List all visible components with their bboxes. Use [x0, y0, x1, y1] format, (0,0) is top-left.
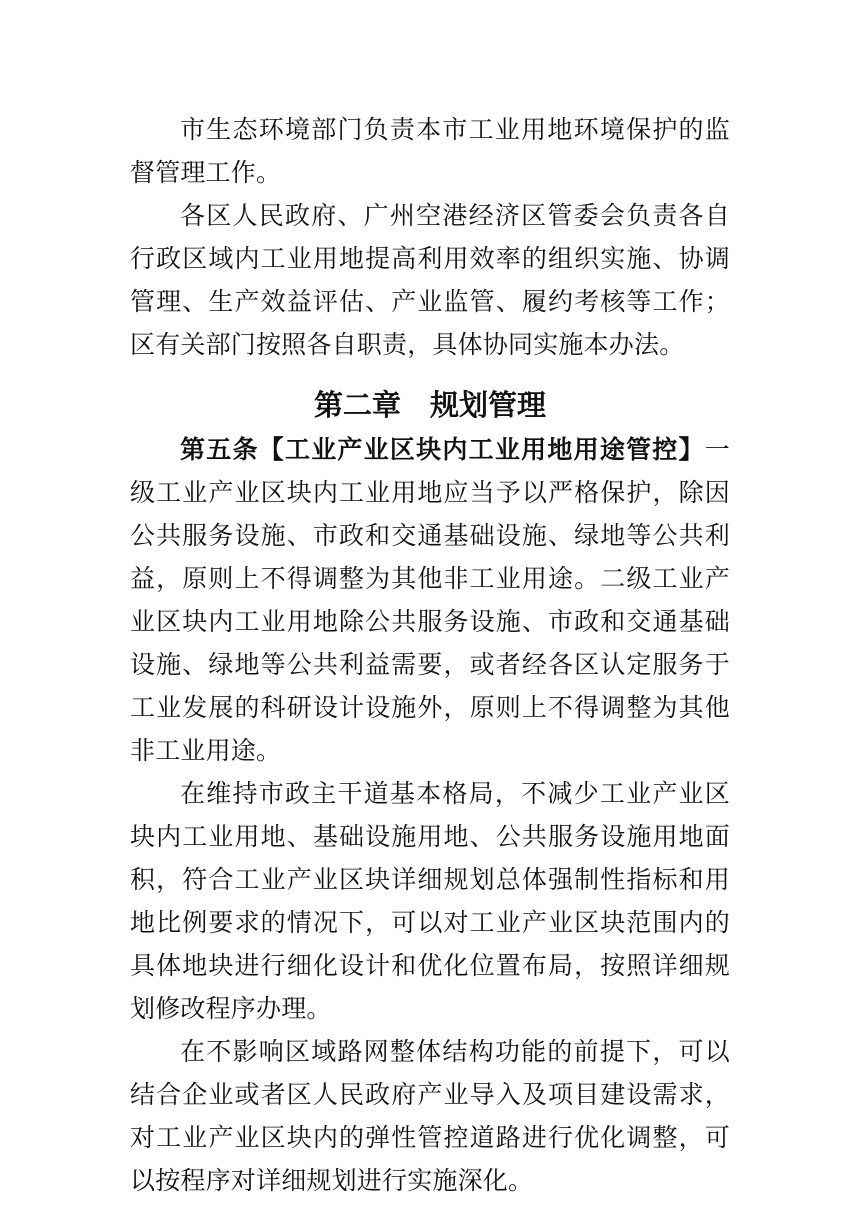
- document-body: [130, 108, 730, 1202]
- article-5-title: 第五条【工业产业区块内工业用地用途管控】: [180, 435, 705, 464]
- paragraph-layout-optimization: 在维持市政主干道基本格局，不减少工业产业区块内工业用地、基础设施用地、公共服务设施用地面积，符合工业产业区块详细规划总体强制性指标和用地比例要求的情况下，可以对工业产业区块范围内的具体地块进行细化设计和优化位置布局，按照详细规划修改程序办理。: [130, 779, 730, 1023]
- paragraph-ecology-dept: 市生态环境部门负责本市工业用地环境保护的监督管理工作。: [130, 115, 730, 187]
- article-5-body: 一级工业产业区块内工业用地应当予以严格保护，除因公共服务设施、市政和交通基础设施、绿地等公共利益，原则上不得调整为其他非工业用途。二级工业产业区块内工业用地除公共服务设施、市政和交通基础设施、绿地等公共利益需要，或者经各区认定服务于工业发展的科研设计设施外，原则上不得调整为其他非工业用途。: [130, 435, 730, 765]
- chapter-heading: 第二章 规划管理: [313, 388, 546, 422]
- paragraph-road-adjustment: 在不影响区域路网整体结构功能的前提下，可以结合企业或者区人民政府产业导入及项目建设需求，对工业产业区块内的弹性管控道路进行优化调整，可以按程序对详细规划进行实施深化。: [130, 1037, 730, 1195]
- paragraph-district-govts: 各区人民政府、广州空港经济区管委会负责各自行政区域内工业用地提高利用效率的组织实施、协调管理、生产效益评估、产业监管、履约考核等工作；区有关部门按照各自职责，具体协同实施本办法。: [130, 201, 730, 359]
- article-5-paragraph: [130, 428, 730, 772]
